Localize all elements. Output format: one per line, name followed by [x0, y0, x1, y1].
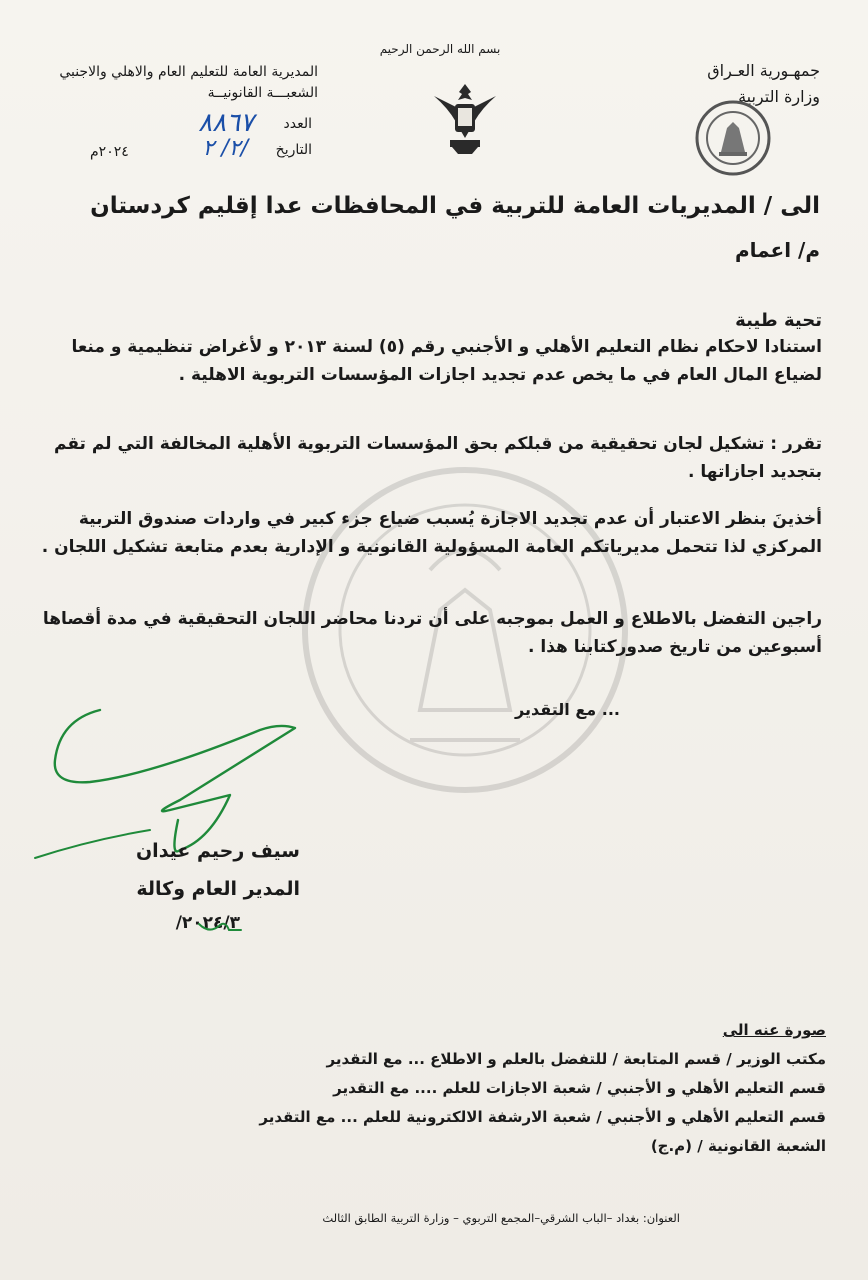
- regards-line: ... مع التقدير: [515, 700, 620, 719]
- address-footer: العنوان: بغداد –الباب الشرقي–المجمع التربوي – وزارة التربية الطابق الثالث: [322, 1211, 680, 1225]
- copies-title: صورة عنه الى: [722, 1021, 826, 1039]
- copy-item: قسم التعليم الأهلي و الأجنبي / شعبة الارشفة الالكترونية للعلم ... مع التقدير: [259, 1108, 826, 1126]
- copy-item: مكتب الوزير / قسم المتابعة / للتفضل بالعلم و الاطلاع ... مع التقدير: [326, 1050, 826, 1068]
- paragraph-request: راجين التفضل بالاطلاع و العمل بموجبه على أن تردنا محاضر اللجان التحقيقية في مدة أقصاها أسبوعين من تاريخ صدوركتابنا هذا .: [42, 609, 822, 657]
- ministry-seal-icon: [695, 100, 771, 176]
- addressee-line: الى / المديريات العامة للتربية في المحافظات عدا إقليم كردستان: [90, 193, 820, 219]
- subject-line: م/ اعمام: [734, 238, 820, 262]
- signature-date: ٢٠٢٤/٣/: [175, 913, 240, 933]
- handwritten-day-mark: [195, 916, 245, 938]
- copy-item: الشعبة القانونية / (م.ج): [650, 1137, 826, 1155]
- date-label: التاريخ: [275, 142, 312, 158]
- ministry-name: وزارة التربية: [738, 87, 820, 106]
- reference-block: [90, 110, 318, 162]
- country-name: جمهـورية العـراق: [707, 61, 820, 80]
- greeting: تحية طيبة: [735, 310, 822, 331]
- eagle-emblem-icon: [428, 78, 502, 158]
- basmala: بسم الله الرحمن الرحيم: [379, 42, 501, 56]
- date-year: ٢٠٢٤م: [90, 144, 129, 160]
- copies-block: [40, 1016, 826, 1161]
- paragraph-responsibility: أخذينَ بنظر الاعتبار أن عدم تجديد الاجازة يُسبب ضياع جزء كبير في واردات صندوق التربية المركزي لذا تتحمل مديرياتكم العامة المسؤولية القانونية و الإدارية بعدم متابعة تشكيل اللجان .: [41, 509, 822, 557]
- reference-number: ٨٨٦٧: [198, 108, 254, 138]
- directorate-block: [18, 62, 318, 104]
- paragraph-decision: تقرر : تشكيل لجان تحقيقية من قبلكم بحق المؤسسات التربوية الأهلية المخالفة التي لم تقم بتجديد اجازاتها .: [53, 434, 822, 482]
- paragraph-reference: استنادا لاحكام نظام التعليم الأهلي و الأجنبي رقم (٥) لسنة ٢٠١٣ و لأغراض تنظيمية و منعا لضياع المال العام في ما يخص عدم تجديد اجازات المؤسسات التربوية الاهلية .: [71, 337, 822, 385]
- section-name: الشعبـــة القانونيــة: [207, 85, 318, 101]
- number-label: العدد: [283, 116, 312, 132]
- copy-item: قسم التعليم الأهلي و الأجنبي / شعبة الاجازات للعلم .... مع التقدير: [333, 1079, 826, 1097]
- reference-date: ٢/ ٢/: [202, 136, 248, 161]
- directorate-name: المديرية العامة للتعليم العام والاهلي والاجنبي: [59, 64, 318, 80]
- signer-block: [60, 832, 300, 908]
- signer-name: سيف رحيم عيدان: [135, 840, 300, 862]
- signer-title: المدير العام وكالة: [136, 878, 300, 900]
